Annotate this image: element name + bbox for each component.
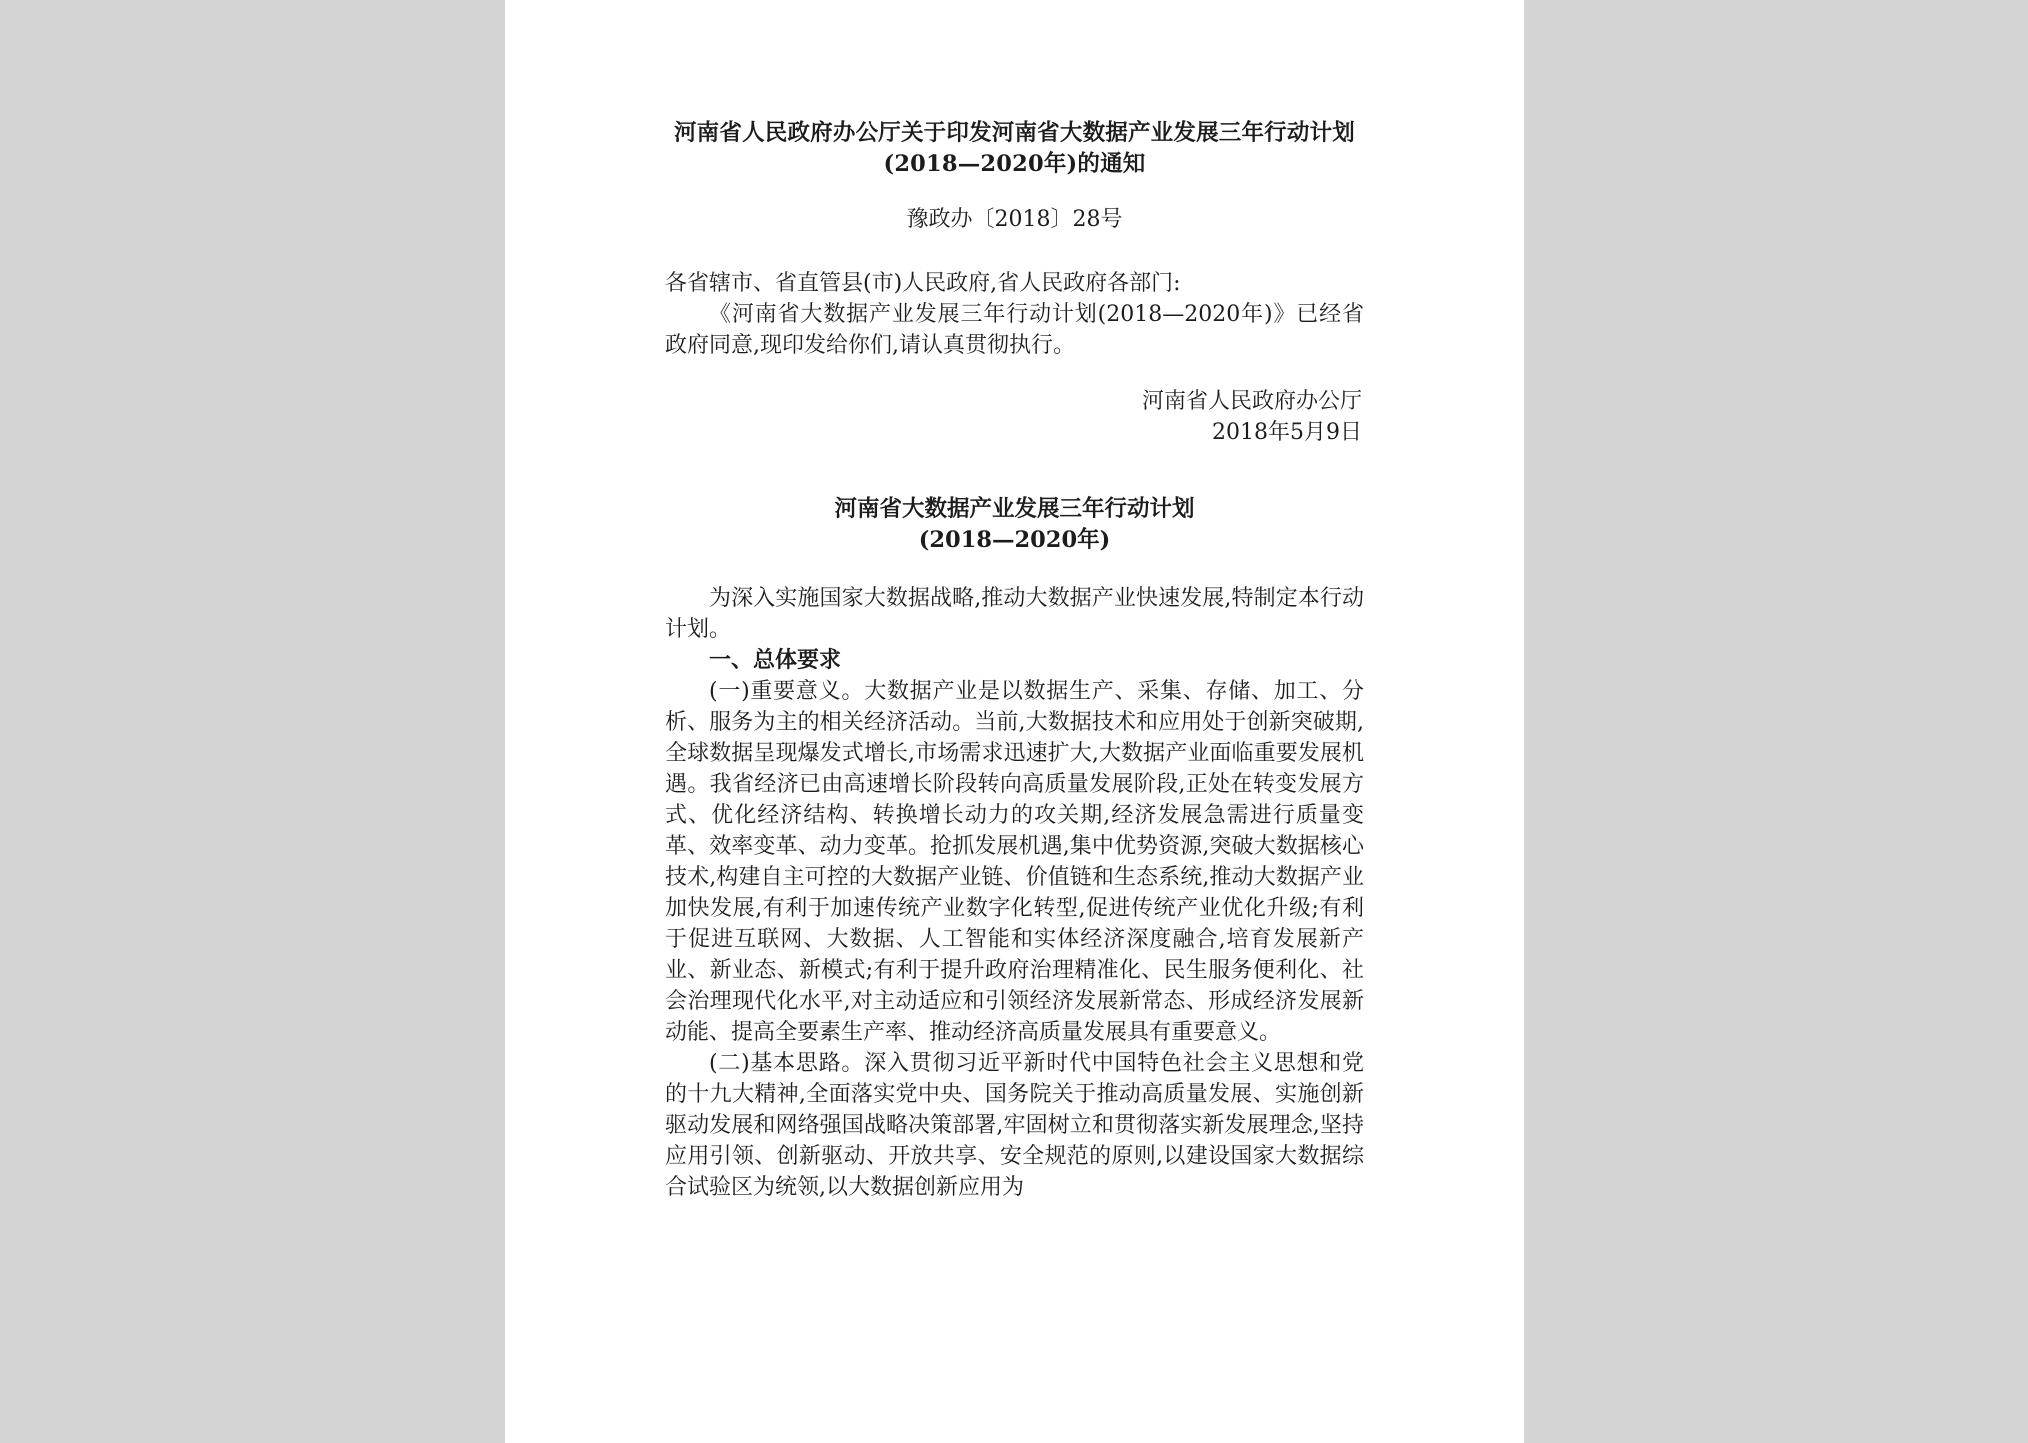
plan-title: 河南省大数据产业发展三年行动计划 bbox=[834, 496, 1195, 522]
plan-intro-paragraph: 为深入实施国家大数据战略,推动大数据产业快速发展,特制定本行动计划。 bbox=[665, 586, 1364, 642]
plan-body bbox=[665, 583, 1364, 1203]
issuing-office: 河南省人民政府办公厅 bbox=[1141, 389, 1362, 414]
section-heading-general-requirements: 一、总体要求 bbox=[709, 647, 842, 673]
notice-title: 河南省人民政府办公厅关于印发河南省大数据产业发展三年行动计划(2018—2020年)的通知 bbox=[673, 120, 1355, 177]
notice-body: 《河南省大数据产业发展三年行动计划(2018—2020年)》已经省政府同意,现印发给你们,请认真贯彻执行。 bbox=[665, 302, 1364, 358]
signature-block bbox=[665, 386, 1364, 448]
document-number: 豫政办〔2018〕28号 bbox=[906, 207, 1123, 232]
addressee-line: 各省辖市、省直管县(市)人民政府,省人民政府各部门: bbox=[665, 271, 1181, 296]
plan-subtitle: (2018—2020年) bbox=[918, 527, 1111, 553]
issue-date: 2018年5月9日 bbox=[1212, 420, 1362, 445]
paragraph-significance: (一)重要意义。大数据产业是以数据生产、采集、存储、加工、分析、服务为主的相关经济活动。当前,大数据技术和应用处于创新突破期,全球数据呈现爆发式增长,市场需求迅速扩大,大数据产业面临重要发展机遇。我省经济已由高速增长阶段转向高质量发展阶段,正处在转变发展方式、优化经济结构、转换增长动力的攻关期,经济发展急需进行质量变革、效率变革、动力变革。抢抓发展机遇,集中优势资源,突破大数据核心技术,构建自主可控的大数据产业链、价值链和生态系统,推动大数据产业加快发展,有利于加速传统产业数字化转型,促进传统产业优化升级;有利于促进互联网、大数据、人工智能和实体经济深度融合,培育发展新产业、新业态、新模式;有利于提升政府治理精准化、民生服务便利化、社会治理现代化水平,对主动适应和引领经济发展新常态、形成经济发展新动能、提高全要素生产率、推动经济高质量发展具有重要意义。 bbox=[665, 679, 1364, 1045]
document-page bbox=[505, 0, 1524, 1443]
paragraph-basic-approach: (二)基本思路。深入贯彻习近平新时代中国特色社会主义思想和党的十九大精神,全面落实党中央、国务院关于推动高质量发展、实施创新驱动发展和网络强国战略决策部署,牢固树立和贯彻落实新发展理念,坚持应用引领、创新驱动、开放共享、安全规范的原则,以建设国家大数据综合试验区为统领,以大数据创新应用为 bbox=[665, 1051, 1364, 1200]
